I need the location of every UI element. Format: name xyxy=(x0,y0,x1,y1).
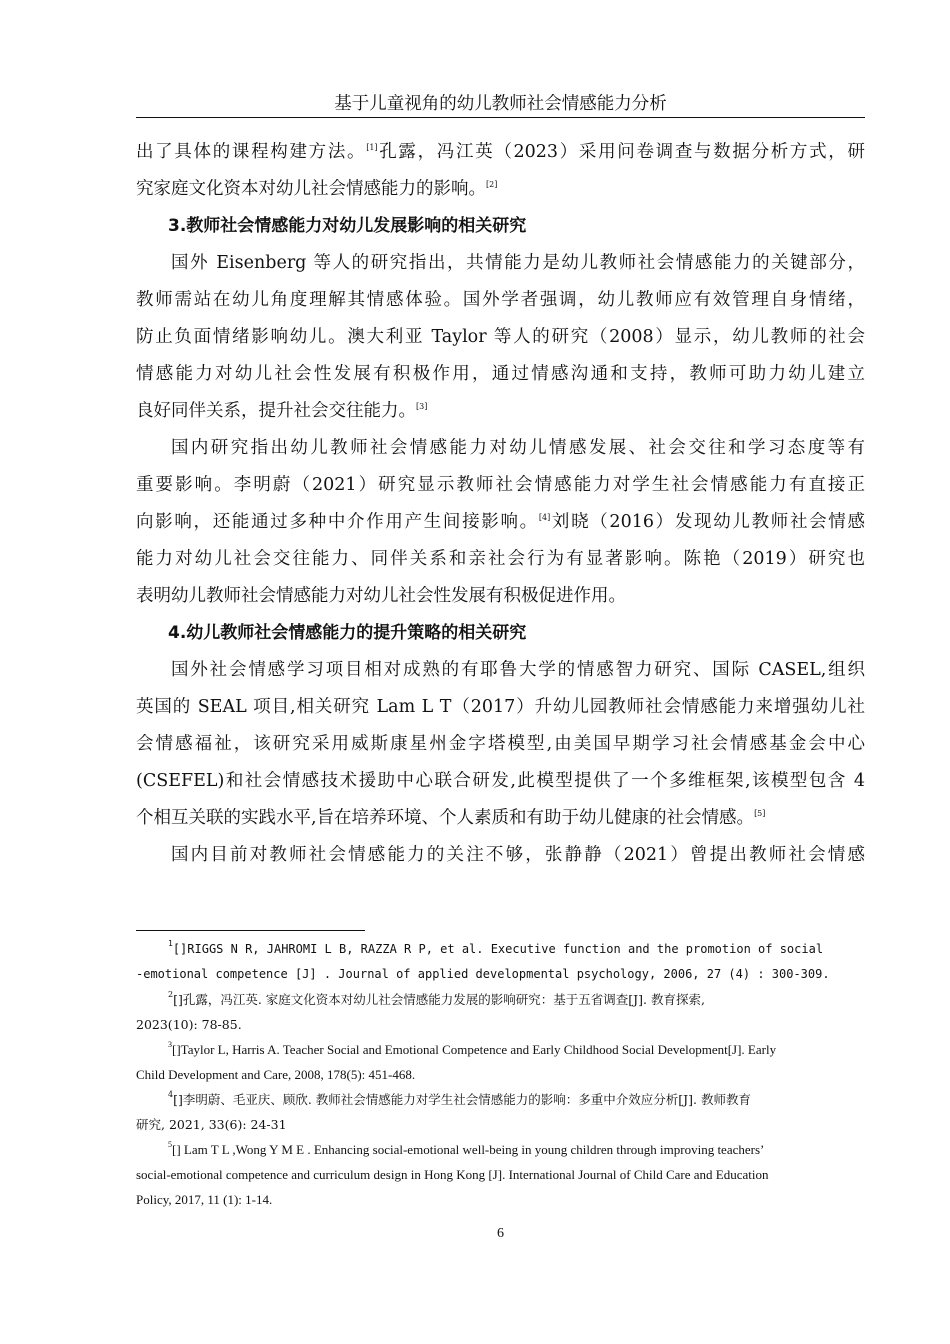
footnote-line: Child Development and Care, 2008, 178(5): 451-468. xyxy=(136,1067,416,1082)
text-line xyxy=(136,393,865,430)
text-line: 英国的 SEAL 项目,相关研究 Lam L T（2017）升幼儿园教师社会情感能力来增强幼儿社 xyxy=(136,697,865,717)
section-heading-3: 3.教师社会情感能力对幼儿发展影响的相关研究 xyxy=(168,216,527,236)
text-run: 出了具体的课程构建方法。 xyxy=(136,142,367,162)
footnote-text: [] Lam T L ,Wong Y M E . Enhancing social-emotional well-being in young children through improving teachers’ xyxy=(172,1142,765,1157)
text-line: 情感能力对幼儿社会性发展有积极作用，通过情感沟通和支持，教师可助力幼儿建立 xyxy=(136,364,865,384)
footnote-1 xyxy=(136,937,865,987)
text-line xyxy=(136,504,865,541)
text-run: 向影响，还能通过多种中介作用产生间接影响。 xyxy=(136,512,539,532)
footnote-line xyxy=(136,1037,865,1062)
footnote-line: 2023(10): 78-85. xyxy=(136,1017,242,1032)
footnote-mark: 2 xyxy=(168,990,174,999)
citation-mark: [1] xyxy=(366,143,378,152)
citation-mark: [3] xyxy=(416,402,428,411)
footnote-line xyxy=(136,1137,865,1162)
section-heading-4: 4.幼儿教师社会情感能力的提升策略的相关研究 xyxy=(168,623,527,643)
footnote-mark: 4 xyxy=(168,1090,174,1099)
footnote-text: []RIGGS N R, JAHROMI L B, RAZZA R P, et al. Executive function and the promotion of social xyxy=(172,942,824,956)
footnote-line: -emotional competence [J] . Journal of applied developmental psychology, 2006, 27 (4) : 300-309. xyxy=(136,967,830,981)
page-number: 6 xyxy=(497,1226,504,1241)
main-text xyxy=(136,134,865,874)
footnote-text: []李明蔚、毛亚庆、顾欣. 教师社会情感能力对学生社会情感能力的影响：多重中介效应分析[J]. 教师教育 xyxy=(173,1092,752,1107)
text-run: 良好同伴关系，提升社会交往能力。 xyxy=(136,401,416,421)
text-line xyxy=(136,800,865,837)
text-line: 表明幼儿教师社会情感能力对幼儿社会性发展有积极促进作用。 xyxy=(136,586,626,606)
citation-mark: [2] xyxy=(486,180,498,189)
footnote-line: Policy, 2017, 11 (1): 1-14. xyxy=(136,1192,273,1207)
text-line: 教师需站在幼儿角度理解其情感体验。国外学者强调，幼儿教师应有效管理自身情绪， xyxy=(136,290,865,310)
text-line: 会情感福祉，该研究采用威斯康星州金字塔模型,由美国早期学习社会情感基金会中心 xyxy=(136,734,865,754)
footnote-5 xyxy=(136,1137,865,1212)
footnote-mark: 5 xyxy=(168,1140,172,1149)
footnote-4 xyxy=(136,1087,865,1137)
text-line: (CSEFEL)和社会情感技术援助中心联合研发,此模型提供了一个多维框架,该模型包含 4 xyxy=(136,771,865,791)
footnote-line xyxy=(136,987,865,1012)
text-line: 防止负面情绪影响幼儿。澳大利亚 Taylor 等人的研究（2008）显示，幼儿教师的社会 xyxy=(136,327,865,347)
footnote-line xyxy=(136,937,865,962)
footnote-line xyxy=(136,1087,865,1112)
text-run: 究家庭文化资本对幼儿社会情感能力的影响。 xyxy=(136,179,486,199)
footnote-mark: 3 xyxy=(168,1040,172,1049)
footnote-rule xyxy=(136,930,365,931)
footnote-line: 研究, 2021, 33(6): 24-31 xyxy=(136,1117,287,1132)
citation-mark: [5] xyxy=(754,809,766,818)
text-line: 国内目前对教师社会情感能力的关注不够，张静静（2021）曾提出教师社会情感 xyxy=(171,845,865,865)
footnote-2 xyxy=(136,987,865,1037)
text-line: 能力对幼儿社会交往能力、同伴关系和亲社会行为有显著影响。陈艳（2019）研究也 xyxy=(136,549,865,569)
footnote-3 xyxy=(136,1037,865,1087)
footnote-text: []Taylor L, Harris A. Teacher Social and Emotional Competence and Early Childhood Social Development[J]. Early xyxy=(172,1042,777,1057)
text-line: 国外社会情感学习项目相对成熟的有耶鲁大学的情感智力研究、国际 CASEL,组织 xyxy=(171,660,865,680)
text-line: 国外 Eisenberg 等人的研究指出，共情能力是幼儿教师社会情感能力的关键部分， xyxy=(171,253,865,273)
text-line: 重要影响。李明蔚（2021）研究显示教师社会情感能力对学生社会情感能力有直接正 xyxy=(136,475,865,495)
citation-mark: [4] xyxy=(538,513,551,522)
header-rule xyxy=(136,117,865,118)
footnote-mark: 1 xyxy=(168,939,173,948)
text-run: 孔露，冯江英（2023）采用问卷调查与数据分析方式，研 xyxy=(377,142,865,162)
footnote-text: []孔露，冯江英. 家庭文化资本对幼儿社会情感能力发展的影响研究：基于五省调查[J]. 教育探索, xyxy=(173,992,705,1007)
running-header: 基于儿童视角的幼儿教师社会情感能力分析 xyxy=(334,94,667,114)
text-line xyxy=(136,171,865,208)
footnote-line: social-emotional competence and curriculum design in Hong Kong [J]. International Journal of Child Care and Education xyxy=(136,1167,769,1182)
text-run: 刘晓（2016）发现幼儿教师社会情感 xyxy=(550,512,865,532)
text-line: 国内研究指出幼儿教师社会情感能力对幼儿情感发展、社会交往和学习态度等有 xyxy=(171,438,865,458)
text-line xyxy=(136,134,865,171)
text-run: 个相互关联的实践水平,旨在培养环境、个人素质和有助于幼儿健康的社会情感。 xyxy=(136,808,755,828)
